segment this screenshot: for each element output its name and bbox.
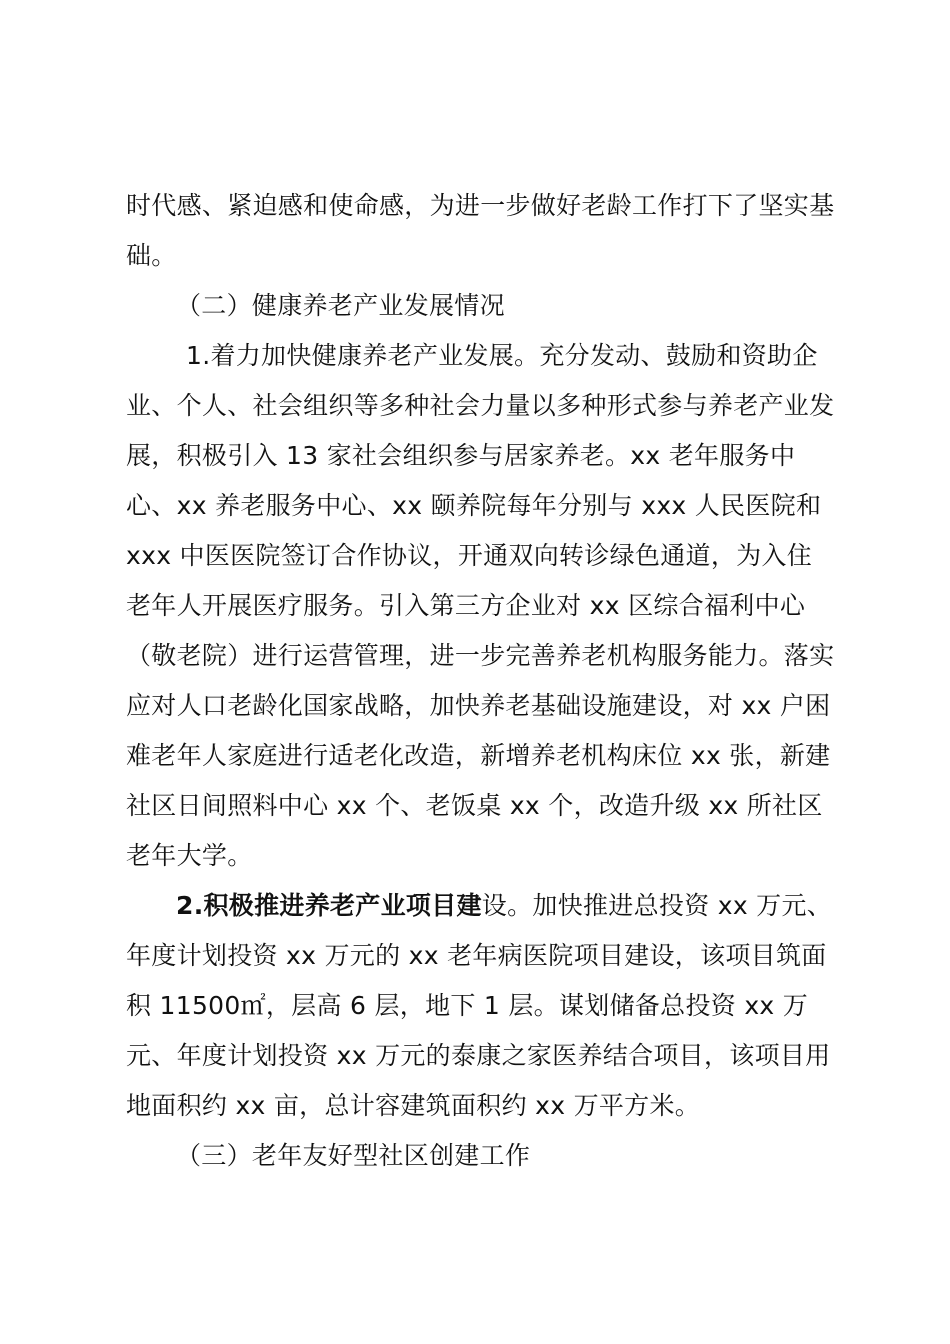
document-body (126, 181, 836, 1181)
section-heading-2: （二）健康养老产业发展情况 (176, 291, 505, 320)
item-2-bold-lead: 2.积极推进养老产业项目建 (176, 891, 482, 920)
paragraph-continuation: 时代感、紧迫感和使命感，为进一步做好老龄工作打下了坚实基础。 (126, 191, 835, 270)
paragraph-item-1: 1.着力加快健康养老产业发展。充分发动、鼓励和资助企业、个人、社会组织等多种社会力量以多种形式参与养老产业发展，积极引入 13 家社会组织参与居家养老。xx 老年服务中心、xx 养老服务中心、xx 颐养院每年分别与 xxx 人民医院和 xxx 中医医院签订合作协议，开通双向转诊绿色通道，为入住老年人开展医疗服务。引入第三方企业对 xx 区综合福利中心（敬老院）进行运营管理，进一步完善养老机构服务能力。落实应对人口老龄化国家战略，加快养老基础设施建设，对 xx 户困难老年人家庭进行适老化改造，新增养老机构床位 xx 张，新建社区日间照料中心 xx 个、老饭桌 xx 个，改造升级 xx 所社区老年大学。 (126, 341, 835, 870)
section-heading-3: （三）老年友好型社区创建工作 (176, 1141, 531, 1170)
item-2-text: 设。加快推进总投资 xx 万元、年度计划投资 xx 万元的 xx 老年病医院项目建设，该项目筑面积 11500㎡，层高 6 层，地下 1 层。谋划储备总投资 xx 万元、年度计划投资 xx 万元的泰康之家医养结合项目，该项目用地面积约 xx 亩，总计容建筑面积约 xx 万平方米。 (126, 891, 833, 1120)
paragraph-item-2 (126, 881, 836, 1131)
